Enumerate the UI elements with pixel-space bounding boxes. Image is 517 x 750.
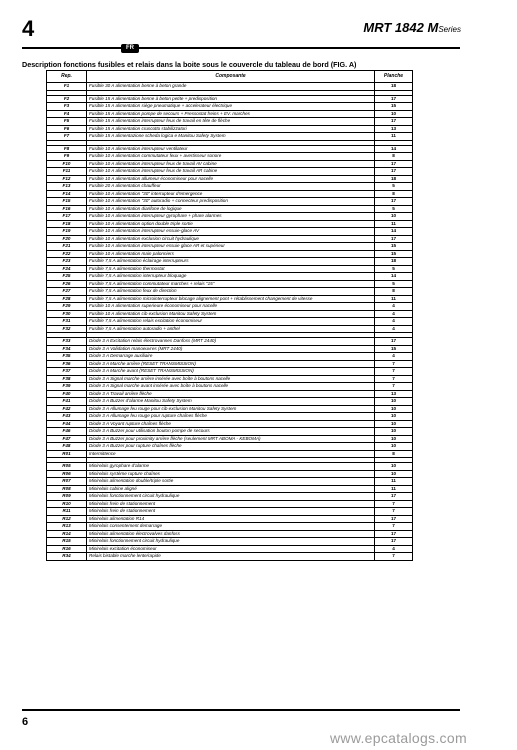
cell-component: Diode 3 A Buzzer pour rupture chaînes flèche bbox=[87, 443, 375, 451]
table-row bbox=[47, 338, 413, 346]
cell-component: Diode 3 A Excitation relais électrovannes Danfoss (MRT 2440) bbox=[87, 338, 375, 346]
cell-component: Fusible 10 A alimentation allumeur économiseur pour nacelle bbox=[87, 175, 375, 183]
cell-ref: F7 bbox=[47, 133, 87, 141]
cell-component: Fusible 10 A alimentation interrupteur feux de travail AV cabine bbox=[87, 160, 375, 168]
header-rule bbox=[22, 47, 460, 49]
table-row bbox=[47, 545, 413, 553]
cell-component: Fusible 15 A alimentation interrupteur feux de travail en tête de flèche bbox=[87, 118, 375, 126]
table-row bbox=[47, 463, 413, 471]
cell-plate: 14 bbox=[375, 273, 413, 281]
cell-plate: 10 bbox=[375, 405, 413, 413]
cell-plate: 17 bbox=[375, 538, 413, 546]
cell-plate: 10 bbox=[375, 443, 413, 451]
cell-ref: F5 bbox=[47, 118, 87, 126]
cell-plate: 15 bbox=[375, 103, 413, 111]
cell-plate: 10 bbox=[375, 398, 413, 406]
table-row bbox=[47, 368, 413, 376]
table-row bbox=[47, 103, 413, 111]
table-row bbox=[47, 478, 413, 486]
cell-component: Fusible 10 A alimentation "30" interrupteur d'emergence bbox=[87, 190, 375, 198]
table-row bbox=[47, 530, 413, 538]
cell-component: Minirelais frein de stationnement bbox=[87, 500, 375, 508]
cell-component: Diode 3 A Demarrage auxiliaire bbox=[87, 353, 375, 361]
cell-ref: F1 bbox=[47, 83, 87, 91]
table-row bbox=[47, 288, 413, 296]
cell-ref: F13 bbox=[47, 183, 87, 191]
cell-component: Minirelais alimentation double/triple sortie bbox=[87, 478, 375, 486]
table-row bbox=[47, 235, 413, 243]
cell-plate: 4 bbox=[375, 353, 413, 361]
cell-ref: F42 bbox=[47, 405, 87, 413]
table-row bbox=[47, 515, 413, 523]
cell-component: Fusible 7,5 A alimentation autoradio + anthel bbox=[87, 325, 375, 333]
cell-plate: 4 bbox=[375, 318, 413, 326]
cell-plate: 7 bbox=[375, 383, 413, 391]
cell-ref: R08 bbox=[47, 485, 87, 493]
cell-component: Fusible 15 A alimentation pompe de secours + Pressostat freins + EV. marches bbox=[87, 110, 375, 118]
cell-component: Minirelais frein de stationnement bbox=[87, 508, 375, 516]
table-row bbox=[47, 353, 413, 361]
table-row bbox=[47, 250, 413, 258]
chapter-number: 4 bbox=[22, 16, 35, 41]
cell-ref: F8 bbox=[47, 145, 87, 153]
cell-component: Diode 3 A Signal marche arrière insérée avec boîte à boutons nacelle bbox=[87, 375, 375, 383]
cell-ref: F33 bbox=[47, 338, 87, 346]
cell-plate: 18 bbox=[375, 83, 413, 91]
cell-plate: 15 bbox=[375, 250, 413, 258]
table-row bbox=[47, 168, 413, 176]
table-row bbox=[47, 523, 413, 531]
table-row bbox=[47, 175, 413, 183]
table-row bbox=[47, 303, 413, 311]
table-row bbox=[47, 265, 413, 273]
table-row bbox=[47, 153, 413, 161]
cell-component: Minirelais excitation économiseur bbox=[87, 545, 375, 553]
cell-component: Fusible 10 A alimentation option double triple sortie bbox=[87, 220, 375, 228]
cell-plate: 7 bbox=[375, 368, 413, 376]
table-row bbox=[47, 405, 413, 413]
model-name: MRT 1842 bbox=[363, 20, 424, 35]
table-row bbox=[47, 500, 413, 508]
table-row bbox=[47, 310, 413, 318]
model-series-suffix: Series bbox=[438, 25, 461, 34]
cell-ref: F11 bbox=[47, 168, 87, 176]
cell-component: Fusible 10 A alimentation "30" autoradio + connecteur predisposition bbox=[87, 198, 375, 206]
cell-ref: F4 bbox=[47, 110, 87, 118]
cell-component: Fusible 10 A alimentation exclusion circuit hydraulique bbox=[87, 235, 375, 243]
cell-ref: F19 bbox=[47, 228, 87, 236]
cell-plate: 14 bbox=[375, 228, 413, 236]
cell-ref: F22 bbox=[47, 250, 87, 258]
cell-component: Fusible 7,5 A alimentation microinterrupteur blocage alignement pont + rétablissement changement de vitesse bbox=[87, 295, 375, 303]
table-row bbox=[47, 205, 413, 213]
table-row bbox=[47, 118, 413, 126]
cell-plate: 8 bbox=[375, 450, 413, 458]
cell-component: Fusible 7,5 A alimentation thermostat bbox=[87, 265, 375, 273]
cell-component: Fusible 10 A alimentation diarifone de logique bbox=[87, 205, 375, 213]
cell-component: Fusible 10 A alimentation interrupteur feux de travail AR cabine bbox=[87, 168, 375, 176]
cell-plate: 17 bbox=[375, 168, 413, 176]
cell-component: Fusible 7,5 A alimentation feux de direction bbox=[87, 288, 375, 296]
table-body bbox=[47, 83, 413, 561]
cell-plate: 11 bbox=[375, 485, 413, 493]
cell-ref: F29 bbox=[47, 303, 87, 311]
table-row bbox=[47, 325, 413, 333]
cell-ref: F9 bbox=[47, 153, 87, 161]
cell-ref: R05 bbox=[47, 463, 87, 471]
model-series: M bbox=[427, 20, 439, 35]
cell-component: Diode 3 A Voyant rupture chaînes flèche bbox=[87, 420, 375, 428]
cell-ref: F3 bbox=[47, 103, 87, 111]
cell-ref: F36 bbox=[47, 360, 87, 368]
table-row bbox=[47, 318, 413, 326]
table-row bbox=[47, 243, 413, 251]
cell-plate: 8 bbox=[375, 153, 413, 161]
cell-ref: R15 bbox=[47, 538, 87, 546]
column-header-component: Composante bbox=[87, 71, 375, 83]
column-header-ref: Rep. bbox=[47, 71, 87, 83]
table-row bbox=[47, 145, 413, 153]
cell-ref: R16 bbox=[47, 545, 87, 553]
table-row bbox=[47, 273, 413, 281]
section-heading: Description fonctions fusibles et relais dans la boite sous le couvercle du tableau de bord (FIG. A) bbox=[22, 60, 357, 69]
cell-component: Fusible 7,5 A alimentation interrupteur bloquage bbox=[87, 273, 375, 281]
cell-plate: 14 bbox=[375, 145, 413, 153]
cell-ref: R13 bbox=[47, 523, 87, 531]
cell-plate: 5 bbox=[375, 205, 413, 213]
cell-component: Minirelais alimentation R14 bbox=[87, 515, 375, 523]
cell-plate: 8 bbox=[375, 288, 413, 296]
cell-component: Fusible 10 A alimentation superieure économiseur pour nacelle bbox=[87, 303, 375, 311]
cell-ref: F38 bbox=[47, 375, 87, 383]
cell-component: Minirelais fonctionnement circuit hydraulique bbox=[87, 493, 375, 501]
cell-plate: 13 bbox=[375, 390, 413, 398]
cell-plate: 4 bbox=[375, 310, 413, 318]
cell-plate: 10 bbox=[375, 413, 413, 421]
cell-ref: F34 bbox=[47, 345, 87, 353]
table-row bbox=[47, 133, 413, 141]
cell-ref: F6 bbox=[47, 125, 87, 133]
cell-ref: F40 bbox=[47, 390, 87, 398]
cell-ref: F25 bbox=[47, 273, 87, 281]
cell-component: Fusible 10 A alimentation interrupteur essuie-glace AV bbox=[87, 228, 375, 236]
table-row bbox=[47, 383, 413, 391]
table-row bbox=[47, 443, 413, 451]
cell-ref: F43 bbox=[47, 413, 87, 421]
cell-plate: 11 bbox=[375, 478, 413, 486]
cell-plate: 17 bbox=[375, 493, 413, 501]
cell-ref: F21 bbox=[47, 243, 87, 251]
cell-plate: 7 bbox=[375, 553, 413, 561]
cell-plate: 13 bbox=[375, 125, 413, 133]
column-header-plate: Planche bbox=[375, 71, 413, 83]
cell-ref: F26 bbox=[47, 280, 87, 288]
footer-rule bbox=[22, 709, 460, 711]
cell-plate: 10 bbox=[375, 470, 413, 478]
cell-component: Fusible 10 A alimentation commutateur feux + avertisseur sonore bbox=[87, 153, 375, 161]
cell-ref: F27 bbox=[47, 288, 87, 296]
cell-ref: F44 bbox=[47, 420, 87, 428]
cell-plate: 17 bbox=[375, 118, 413, 126]
cell-component: Minirelais système rupture chaînes bbox=[87, 470, 375, 478]
cell-component: Fusible 15 A alimentation benne à beton petite + predisposition bbox=[87, 95, 375, 103]
cell-plate: 7 bbox=[375, 523, 413, 531]
table-row bbox=[47, 375, 413, 383]
cell-ref: F10 bbox=[47, 160, 87, 168]
cell-ref: F23 bbox=[47, 258, 87, 266]
table-row bbox=[47, 553, 413, 561]
table-row bbox=[47, 198, 413, 206]
cell-ref: R09 bbox=[47, 493, 87, 501]
cell-plate: 11 bbox=[375, 295, 413, 303]
cell-component: Diode 3 A Buzzer d'alarme Manitou Safety System bbox=[87, 398, 375, 406]
cell-ref: F2 bbox=[47, 95, 87, 103]
cell-ref: F37 bbox=[47, 368, 87, 376]
cell-ref: F32 bbox=[47, 325, 87, 333]
cell-component: Fusible 10 A alimentation main palonniers bbox=[87, 250, 375, 258]
cell-plate: 5 bbox=[375, 280, 413, 288]
cell-component: Fusible 7,5 A alimentation commutateur marches + relais "15" bbox=[87, 280, 375, 288]
cell-ref: F46 bbox=[47, 428, 87, 436]
cell-plate: 15 bbox=[375, 243, 413, 251]
cell-component: Fusible 10 A alimentation interrupteur essuie glace AR et supérieur bbox=[87, 243, 375, 251]
cell-component: Fusible 15 A alimentation siège pneumatique + accelerateur électrique bbox=[87, 103, 375, 111]
cell-ref: R34 bbox=[47, 553, 87, 561]
cell-ref: R14 bbox=[47, 530, 87, 538]
cell-ref: R06 bbox=[47, 470, 87, 478]
table-row bbox=[47, 485, 413, 493]
cell-component: Fusible 10 A alimentation interrupteur ventilateur bbox=[87, 145, 375, 153]
cell-component: Relais bistable marche lente/rapide bbox=[87, 553, 375, 561]
cell-component: Fusible 30 A alimentation benne à beton grande bbox=[87, 83, 375, 91]
cell-plate: 17 bbox=[375, 530, 413, 538]
cell-plate: 7 bbox=[375, 500, 413, 508]
table-row bbox=[47, 435, 413, 443]
cell-plate: 17 bbox=[375, 198, 413, 206]
cell-plate: 8 bbox=[375, 190, 413, 198]
table-row bbox=[47, 360, 413, 368]
table-row bbox=[47, 428, 413, 436]
table-row bbox=[47, 493, 413, 501]
table-row bbox=[47, 110, 413, 118]
cell-ref: F14 bbox=[47, 190, 87, 198]
cell-ref: F24 bbox=[47, 265, 87, 273]
cell-component: Diode 3 A Marche arrière (RESET TRANSMISSION) bbox=[87, 360, 375, 368]
table-row bbox=[47, 258, 413, 266]
cell-plate: 5 bbox=[375, 183, 413, 191]
model-title bbox=[363, 20, 461, 38]
cell-ref: F20 bbox=[47, 235, 87, 243]
fuse-relay-table bbox=[46, 70, 413, 561]
cell-ref: F31 bbox=[47, 318, 87, 326]
cell-plate: 4 bbox=[375, 545, 413, 553]
cell-ref: R10 bbox=[47, 500, 87, 508]
cell-plate: 17 bbox=[375, 95, 413, 103]
table-row bbox=[47, 228, 413, 236]
language-badge: FR bbox=[121, 44, 139, 53]
cell-ref: F47 bbox=[47, 435, 87, 443]
cell-plate: 17 bbox=[375, 160, 413, 168]
cell-component: Diode 3 A Validation manoeuvres (MRT 2440) bbox=[87, 345, 375, 353]
cell-component: Minirelais alimentation électrovalves danfoss bbox=[87, 530, 375, 538]
cell-component: Diode 3 A Buzzer pour utilisation bouton pompe de secours bbox=[87, 428, 375, 436]
watermark: www.epcatalogs.com bbox=[330, 730, 467, 746]
cell-plate: 11 bbox=[375, 133, 413, 141]
cell-ref: F30 bbox=[47, 310, 87, 318]
cell-plate: 5 bbox=[375, 265, 413, 273]
cell-ref: R12 bbox=[47, 515, 87, 523]
cell-plate: 11 bbox=[375, 220, 413, 228]
cell-plate: 7 bbox=[375, 360, 413, 368]
cell-plate: 10 bbox=[375, 428, 413, 436]
table-row bbox=[47, 295, 413, 303]
cell-ref: R11 bbox=[47, 508, 87, 516]
cell-plate: 18 bbox=[375, 258, 413, 266]
cell-ref: F35 bbox=[47, 353, 87, 361]
table-row bbox=[47, 183, 413, 191]
cell-plate: 10 bbox=[375, 420, 413, 428]
cell-component: Fusible 20 A alimentation chauffeur bbox=[87, 183, 375, 191]
cell-plate: 7 bbox=[375, 508, 413, 516]
cell-component: Diode 3 A Allumage feu rouge pour rupture chaînes flèche bbox=[87, 413, 375, 421]
table-header-row bbox=[47, 71, 413, 83]
cell-component: Diode 3 A Allumage feu rouge pour cib exclusion Manitou Safety System bbox=[87, 405, 375, 413]
table-row bbox=[47, 190, 413, 198]
table-row bbox=[47, 160, 413, 168]
cell-plate: 4 bbox=[375, 325, 413, 333]
cell-component: Minirelais cabine aligné bbox=[87, 485, 375, 493]
cell-plate: 18 bbox=[375, 175, 413, 183]
cell-component: Fusible 10 A alimentation cib exclusion Manitou Safety System bbox=[87, 310, 375, 318]
table-row bbox=[47, 538, 413, 546]
cell-plate: 10 bbox=[375, 463, 413, 471]
cell-ref: F39 bbox=[47, 383, 87, 391]
cell-component: Diode 3 A Marche avant (RESET TRANSMISSION) bbox=[87, 368, 375, 376]
cell-ref: R07 bbox=[47, 478, 87, 486]
cell-ref: F15 bbox=[47, 198, 87, 206]
table-row bbox=[47, 220, 413, 228]
table-row bbox=[47, 83, 413, 91]
table-row bbox=[47, 413, 413, 421]
page-number: 6 bbox=[22, 716, 29, 728]
cell-plate: 7 bbox=[375, 375, 413, 383]
cell-component: Fusible 15 A alimentation cruscotto stabilizzatori bbox=[87, 125, 375, 133]
cell-component: Minirelais consentement demarrage bbox=[87, 523, 375, 531]
table-row bbox=[47, 508, 413, 516]
cell-component: Fusible 10 A alimentation interrupteur gyrophare + phare alarmes bbox=[87, 213, 375, 221]
cell-component: Diode 3 A Travail arrière flèche bbox=[87, 390, 375, 398]
table-row bbox=[47, 213, 413, 221]
cell-component: Fusible 7,5 A alimentation éclairage interrupteurs bbox=[87, 258, 375, 266]
cell-component: Intermittence bbox=[87, 450, 375, 458]
cell-plate: 4 bbox=[375, 303, 413, 311]
cell-ref: F48 bbox=[47, 443, 87, 451]
cell-plate: 10 bbox=[375, 435, 413, 443]
cell-ref: F12 bbox=[47, 175, 87, 183]
cell-ref: F17 bbox=[47, 213, 87, 221]
cell-component: Fusible 7,5 A alimentation relais excitation économiseur bbox=[87, 318, 375, 326]
cell-component: Diode 3 A Buzzer pour proximity arrière flèche (seulement MRT ABOMA - KEBOMA) bbox=[87, 435, 375, 443]
cell-ref: F18 bbox=[47, 220, 87, 228]
cell-component: Fusible 15 A alimentazione scheda logica e Manitou Safety System bbox=[87, 133, 375, 141]
cell-plate: 17 bbox=[375, 515, 413, 523]
cell-plate: 17 bbox=[375, 235, 413, 243]
cell-plate: 15 bbox=[375, 345, 413, 353]
cell-ref: R01 bbox=[47, 450, 87, 458]
table-row bbox=[47, 420, 413, 428]
table-row bbox=[47, 345, 413, 353]
cell-ref: F28 bbox=[47, 295, 87, 303]
cell-plate: 10 bbox=[375, 213, 413, 221]
cell-plate: 10 bbox=[375, 110, 413, 118]
table-row bbox=[47, 450, 413, 458]
cell-ref: F41 bbox=[47, 398, 87, 406]
cell-component: Minirelais fonctionnement circuit hydraulique bbox=[87, 538, 375, 546]
table-row bbox=[47, 470, 413, 478]
cell-plate: 17 bbox=[375, 338, 413, 346]
cell-component: Diode 3 A Signal marche avant insérée avec boîte à boutons nacelle bbox=[87, 383, 375, 391]
table-row bbox=[47, 95, 413, 103]
cell-component: Minirelais gyrophare d'alarme bbox=[87, 463, 375, 471]
table-row bbox=[47, 125, 413, 133]
table-row bbox=[47, 280, 413, 288]
table-row bbox=[47, 398, 413, 406]
table-row bbox=[47, 390, 413, 398]
cell-ref: F16 bbox=[47, 205, 87, 213]
